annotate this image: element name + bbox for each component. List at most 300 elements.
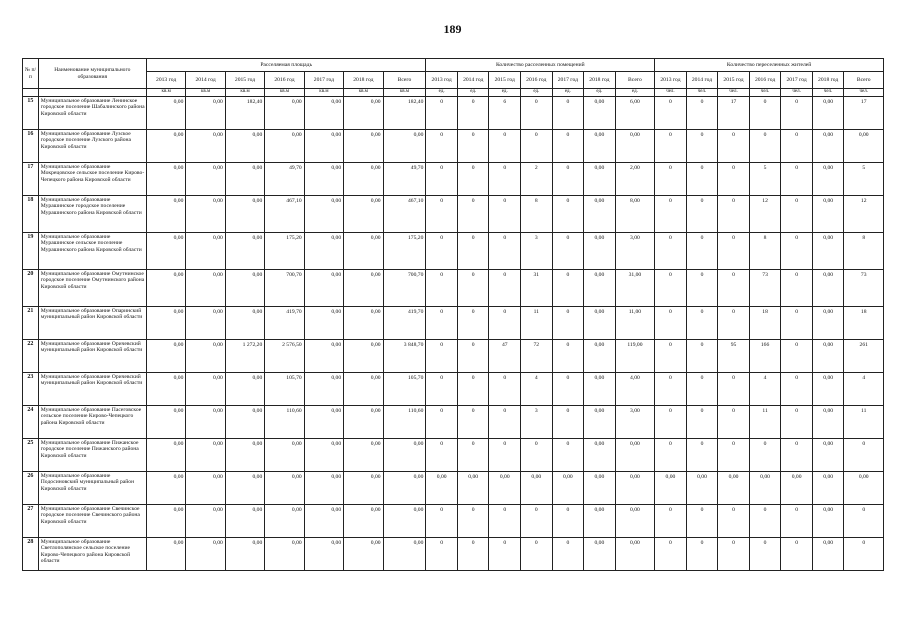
area-cell: 0,00: [304, 439, 343, 472]
area-cell: 0,00: [304, 163, 343, 196]
area-cell: 0,00: [344, 233, 383, 270]
people-cell: 0: [844, 538, 884, 571]
people-cell: 0: [718, 163, 750, 196]
header-unit: кв.м: [265, 89, 304, 97]
people-cell: 0: [686, 307, 718, 340]
header-unit: кв.м: [344, 89, 383, 97]
area-cell: 49,70: [265, 163, 304, 196]
area-cell: 2 576,50: [265, 340, 304, 373]
area-cell: 0,00: [304, 233, 343, 270]
row-number: 26: [23, 472, 39, 505]
rooms-cell: 0,00: [584, 270, 616, 307]
rooms-cell: 0: [552, 307, 584, 340]
people-cell: 0: [781, 97, 813, 130]
table-header: [23, 59, 884, 97]
row-number: 27: [23, 505, 39, 538]
rooms-cell: 4: [521, 373, 553, 406]
table-row: [23, 505, 884, 538]
people-cell: 95: [718, 340, 750, 373]
area-cell: 0,00: [146, 439, 185, 472]
rooms-cell: 0,00: [584, 505, 616, 538]
people-cell: 0: [686, 373, 718, 406]
area-cell: 0,00: [186, 406, 225, 439]
table-row: [23, 163, 884, 196]
area-cell: 49,70: [383, 163, 426, 196]
municipality-name: Муниципальное образование Подосиновский муниципальный район Кировской области: [38, 472, 146, 505]
people-cell: 0: [718, 538, 750, 571]
area-cell: 0,00: [383, 538, 426, 571]
area-cell: 0,00: [146, 163, 185, 196]
rooms-cell: 0: [457, 196, 489, 233]
municipality-name: Муниципальное образование Ленинское городское поселение Шабалинского района Кировской области: [38, 97, 146, 130]
people-cell: 0: [749, 97, 781, 130]
header-year-people: 2014 год: [686, 72, 718, 89]
rooms-cell: 0: [489, 270, 521, 307]
header-unit: чел.: [718, 89, 750, 97]
rooms-cell: 0: [426, 307, 458, 340]
rooms-cell: 8: [521, 196, 553, 233]
area-cell: 0,00: [186, 233, 225, 270]
area-cell: 0,00: [265, 505, 304, 538]
rooms-cell: 0: [552, 196, 584, 233]
people-cell: 0: [718, 130, 750, 163]
rooms-cell: 0: [457, 505, 489, 538]
people-cell: 0: [718, 439, 750, 472]
area-cell: 0,00: [344, 130, 383, 163]
people-cell: 0: [718, 373, 750, 406]
people-cell: 0,00: [812, 439, 844, 472]
people-cell: 0: [749, 505, 781, 538]
area-cell: 0,00: [344, 406, 383, 439]
people-cell: 0: [781, 373, 813, 406]
people-cell: 0: [781, 270, 813, 307]
rooms-cell: 0: [426, 97, 458, 130]
area-cell: 0,00: [265, 130, 304, 163]
rooms-cell: 0: [426, 270, 458, 307]
rooms-cell: 0,00: [584, 340, 616, 373]
area-cell: 0,00: [225, 233, 264, 270]
rooms-cell: 0,00: [615, 130, 655, 163]
row-number: 18: [23, 196, 39, 233]
area-cell: 419,70: [265, 307, 304, 340]
header-unit-blank: [23, 89, 39, 97]
header-unit: ед.: [489, 89, 521, 97]
rooms-cell: 0: [489, 406, 521, 439]
people-cell: 0: [718, 270, 750, 307]
rooms-cell: 0: [457, 163, 489, 196]
people-cell: 0,00: [812, 373, 844, 406]
rooms-cell: 0,00: [584, 406, 616, 439]
rooms-cell: 0: [489, 233, 521, 270]
area-cell: 467,10: [383, 196, 426, 233]
rooms-cell: 0,00: [615, 505, 655, 538]
people-cell: 0: [655, 505, 687, 538]
rooms-cell: 31: [521, 270, 553, 307]
rooms-cell: 4,00: [615, 373, 655, 406]
people-cell: 18: [844, 307, 884, 340]
header-unit: кв.м: [383, 89, 426, 97]
table-body: [23, 97, 884, 571]
rooms-cell: 6,00: [615, 97, 655, 130]
rooms-cell: 0: [489, 307, 521, 340]
area-cell: 0,00: [304, 130, 343, 163]
header-year-area: 2015 год: [225, 72, 264, 89]
rooms-cell: 0: [457, 538, 489, 571]
municipality-name: Муниципальное образование Свечинское городское поселение Свечинского района Кировской области: [38, 505, 146, 538]
people-cell: 0: [686, 130, 718, 163]
header-year-rooms: 2013 год: [426, 72, 458, 89]
people-cell: 0: [749, 130, 781, 163]
header-row-groups: [23, 59, 884, 72]
area-cell: 0,00: [304, 505, 343, 538]
table-row: [23, 406, 884, 439]
rooms-cell: 3,00: [615, 233, 655, 270]
rooms-cell: 0: [489, 505, 521, 538]
header-unit: ед.: [426, 89, 458, 97]
rooms-cell: 0: [426, 196, 458, 233]
area-cell: 0,00: [186, 538, 225, 571]
people-cell: 18: [749, 307, 781, 340]
rooms-cell: 0,00: [584, 130, 616, 163]
area-cell: 0,00: [304, 538, 343, 571]
row-number: 22: [23, 340, 39, 373]
people-cell: 0: [781, 196, 813, 233]
table-row: [23, 439, 884, 472]
rooms-cell: 0,00: [489, 472, 521, 505]
area-cell: 0,00: [304, 97, 343, 130]
header-row-units: [23, 89, 884, 97]
people-cell: 5: [749, 163, 781, 196]
people-cell: 0: [686, 196, 718, 233]
area-cell: 0,00: [225, 373, 264, 406]
rooms-cell: 8,00: [615, 196, 655, 233]
area-cell: 467,10: [265, 196, 304, 233]
table-row: [23, 373, 884, 406]
rooms-cell: 0: [457, 270, 489, 307]
rooms-cell: 0: [521, 538, 553, 571]
header-group-area: Расселяемая площадь: [146, 59, 425, 72]
rooms-cell: 0: [489, 538, 521, 571]
people-cell: 0,00: [812, 505, 844, 538]
rooms-cell: 0: [457, 130, 489, 163]
rooms-cell: 11: [521, 307, 553, 340]
area-cell: 0,00: [186, 439, 225, 472]
people-cell: 0: [718, 307, 750, 340]
table-row: [23, 97, 884, 130]
area-cell: 0,00: [186, 130, 225, 163]
people-cell: 8: [749, 233, 781, 270]
rooms-cell: 0: [552, 340, 584, 373]
rooms-cell: 0: [552, 406, 584, 439]
area-cell: 0,00: [146, 233, 185, 270]
area-cell: 1 272,20: [225, 340, 264, 373]
people-cell: 0: [686, 406, 718, 439]
municipality-name: Муниципальное образование Оричевский муниципальный район Кировской области: [38, 373, 146, 406]
area-cell: 0,00: [304, 340, 343, 373]
people-cell: 4: [749, 373, 781, 406]
area-cell: 0,00: [225, 307, 264, 340]
rooms-cell: 0: [426, 406, 458, 439]
header-unit: кв.м: [186, 89, 225, 97]
rooms-cell: 0,00: [521, 472, 553, 505]
header-year-area: 2017 год: [304, 72, 343, 89]
rooms-cell: 0: [552, 130, 584, 163]
area-cell: 419,70: [383, 307, 426, 340]
header-year-rooms: 2016 год: [521, 72, 553, 89]
header-num: № п/п: [23, 59, 39, 89]
people-cell: 0,00: [812, 97, 844, 130]
people-cell: 73: [844, 270, 884, 307]
people-cell: 17: [844, 97, 884, 130]
rooms-cell: 0: [521, 97, 553, 130]
people-cell: 0: [781, 130, 813, 163]
people-cell: 0: [686, 270, 718, 307]
people-cell: 0: [655, 406, 687, 439]
area-cell: 0,00: [344, 505, 383, 538]
people-cell: 0,00: [812, 196, 844, 233]
area-cell: 0,00: [304, 196, 343, 233]
rooms-cell: 0: [457, 373, 489, 406]
rooms-cell: 6: [489, 97, 521, 130]
area-cell: 0,00: [344, 196, 383, 233]
header-unit: чел.: [655, 89, 687, 97]
people-cell: 0,00: [749, 472, 781, 505]
rooms-cell: 0: [521, 505, 553, 538]
rooms-cell: 0: [489, 439, 521, 472]
area-cell: 0,00: [186, 373, 225, 406]
area-cell: 0,00: [344, 163, 383, 196]
municipality-name: Муниципальное образование Светлополянское сельское поселение Кирово-Чепецкого района Кировской области: [38, 538, 146, 571]
municipality-name: Муниципальное образование Оричевский муниципальный район Кировской области: [38, 340, 146, 373]
table-row: [23, 340, 884, 373]
area-cell: 0,00: [304, 373, 343, 406]
area-cell: 182,40: [383, 97, 426, 130]
people-cell: 0: [718, 406, 750, 439]
people-cell: 0: [781, 538, 813, 571]
row-number: 20: [23, 270, 39, 307]
people-cell: 0: [655, 196, 687, 233]
area-cell: 0,00: [344, 538, 383, 571]
header-unit: ед.: [584, 89, 616, 97]
people-cell: 0: [655, 163, 687, 196]
row-number: 28: [23, 538, 39, 571]
area-cell: 0,00: [146, 472, 185, 505]
area-cell: 0,00: [146, 538, 185, 571]
area-cell: 0,00: [265, 97, 304, 130]
area-cell: 0,00: [225, 130, 264, 163]
people-cell: 0,00: [686, 472, 718, 505]
rooms-cell: 0: [426, 130, 458, 163]
row-number: 21: [23, 307, 39, 340]
area-cell: 175,20: [383, 233, 426, 270]
area-cell: 0,00: [225, 472, 264, 505]
header-year-people: 2016 год: [749, 72, 781, 89]
header-year-area: Всего: [383, 72, 426, 89]
rooms-cell: 0: [426, 538, 458, 571]
people-cell: 0: [686, 97, 718, 130]
table-row: [23, 130, 884, 163]
area-cell: 0,00: [186, 340, 225, 373]
area-cell: 0,00: [186, 163, 225, 196]
area-cell: 0,00: [304, 307, 343, 340]
header-unit: кв.м: [146, 89, 185, 97]
rooms-cell: 2: [521, 163, 553, 196]
area-cell: 0,00: [265, 472, 304, 505]
area-cell: 0,00: [225, 163, 264, 196]
people-cell: 0,00: [718, 472, 750, 505]
area-cell: 0,00: [265, 538, 304, 571]
rooms-cell: 0: [457, 307, 489, 340]
area-cell: 0,00: [225, 196, 264, 233]
area-cell: 0,00: [225, 538, 264, 571]
area-cell: 110,60: [383, 406, 426, 439]
people-cell: 0: [781, 406, 813, 439]
area-cell: 0,00: [344, 307, 383, 340]
header-year-area: 2014 год: [186, 72, 225, 89]
people-cell: 0: [844, 439, 884, 472]
area-cell: 0,00: [344, 439, 383, 472]
table-row: [23, 196, 884, 233]
rooms-cell: 0,00: [615, 538, 655, 571]
rooms-cell: 0: [521, 130, 553, 163]
area-cell: 175,20: [265, 233, 304, 270]
rooms-cell: 0: [489, 163, 521, 196]
people-cell: 0: [844, 505, 884, 538]
people-cell: 12: [844, 196, 884, 233]
people-cell: 0: [655, 270, 687, 307]
header-unit: ед.: [615, 89, 655, 97]
rooms-cell: 11,00: [615, 307, 655, 340]
row-number: 17: [23, 163, 39, 196]
people-cell: 261: [844, 340, 884, 373]
row-number: 16: [23, 130, 39, 163]
people-cell: 0: [686, 163, 718, 196]
people-cell: 0: [655, 373, 687, 406]
area-cell: 0,00: [146, 196, 185, 233]
row-number: 23: [23, 373, 39, 406]
rooms-cell: 0: [552, 373, 584, 406]
municipality-name: Муниципальное образование Мурашинское городское поселение Мурашинского района Кировской области: [38, 196, 146, 233]
header-unit: чел.: [749, 89, 781, 97]
area-cell: 0,00: [225, 406, 264, 439]
area-cell: 0,00: [146, 505, 185, 538]
header-year-rooms: 2015 год: [489, 72, 521, 89]
header-unit: чел.: [844, 89, 884, 97]
header-group-rooms: Количество расселенных помещений: [426, 59, 655, 72]
rooms-cell: 0: [426, 439, 458, 472]
people-cell: 0: [749, 439, 781, 472]
area-cell: 0,00: [146, 307, 185, 340]
rooms-cell: 0,00: [584, 97, 616, 130]
row-number: 24: [23, 406, 39, 439]
area-cell: 0,00: [146, 406, 185, 439]
municipality-name: Муниципальное образование Пасеговское сельское поселение Кирово-Чепецкого района Кировской области: [38, 406, 146, 439]
rooms-cell: 0: [521, 439, 553, 472]
people-cell: 0: [781, 307, 813, 340]
area-cell: 0,00: [225, 270, 264, 307]
area-cell: 0,00: [383, 130, 426, 163]
header-unit: чел.: [812, 89, 844, 97]
rooms-cell: 0,00: [584, 163, 616, 196]
rooms-cell: 0: [552, 505, 584, 538]
people-cell: 11: [749, 406, 781, 439]
people-cell: 8: [844, 233, 884, 270]
area-cell: 0,00: [146, 270, 185, 307]
rooms-cell: 0: [457, 439, 489, 472]
rooms-cell: 0,00: [584, 538, 616, 571]
people-cell: 0,00: [812, 406, 844, 439]
people-cell: 17: [718, 97, 750, 130]
table-row: [23, 270, 884, 307]
header-year-rooms: 2017 год: [552, 72, 584, 89]
area-cell: 0,00: [383, 439, 426, 472]
area-cell: 700,70: [265, 270, 304, 307]
header-unit: ед.: [457, 89, 489, 97]
people-cell: 0: [781, 340, 813, 373]
people-cell: 0: [655, 233, 687, 270]
people-cell: 0,00: [812, 340, 844, 373]
area-cell: 0,00: [344, 340, 383, 373]
rooms-cell: 0: [457, 233, 489, 270]
rooms-cell: 0: [426, 505, 458, 538]
resettlement-table-sheet: [22, 58, 884, 571]
area-cell: 0,00: [344, 373, 383, 406]
table-row: [23, 307, 884, 340]
area-cell: 0,00: [186, 505, 225, 538]
header-unit: чел.: [686, 89, 718, 97]
people-cell: 5: [844, 163, 884, 196]
header-year-rooms: Всего: [615, 72, 655, 89]
people-cell: 0: [781, 505, 813, 538]
header-year-area: 2013 год: [146, 72, 185, 89]
header-unit: ед.: [552, 89, 584, 97]
municipality-name: Муниципальное образование Пижанское городское поселение Пижанского района Кировской области: [38, 439, 146, 472]
people-cell: 0,00: [781, 472, 813, 505]
municipality-name: Муниципальное образование Омутнинское городское поселение Омутнинского района Кировской области: [38, 270, 146, 307]
people-cell: 0: [655, 538, 687, 571]
people-cell: 0: [655, 307, 687, 340]
people-cell: 0,00: [812, 163, 844, 196]
area-cell: 0,00: [344, 97, 383, 130]
rooms-cell: 0,00: [426, 472, 458, 505]
area-cell: 0,00: [225, 439, 264, 472]
area-cell: 0,00: [383, 505, 426, 538]
rooms-cell: 0: [426, 340, 458, 373]
rooms-cell: 3: [521, 233, 553, 270]
people-cell: 0: [655, 439, 687, 472]
rooms-cell: 0,00: [584, 233, 616, 270]
header-unit-blank: [38, 89, 146, 97]
rooms-cell: 2,00: [615, 163, 655, 196]
area-cell: 110,60: [265, 406, 304, 439]
people-cell: 0,00: [812, 307, 844, 340]
header-unit: ед.: [521, 89, 553, 97]
people-cell: 0: [655, 130, 687, 163]
header-year-people: Всего: [844, 72, 884, 89]
rooms-cell: 0,00: [584, 472, 616, 505]
people-cell: 0: [718, 505, 750, 538]
rooms-cell: 0: [489, 196, 521, 233]
area-cell: 0,00: [304, 472, 343, 505]
area-cell: 0,00: [186, 270, 225, 307]
people-cell: 0: [655, 340, 687, 373]
people-cell: 0,00: [655, 472, 687, 505]
header-year-area: 2018 год: [344, 72, 383, 89]
rooms-cell: 0: [552, 97, 584, 130]
people-cell: 0: [686, 340, 718, 373]
people-cell: 0,00: [844, 472, 884, 505]
table-row: [23, 233, 884, 270]
